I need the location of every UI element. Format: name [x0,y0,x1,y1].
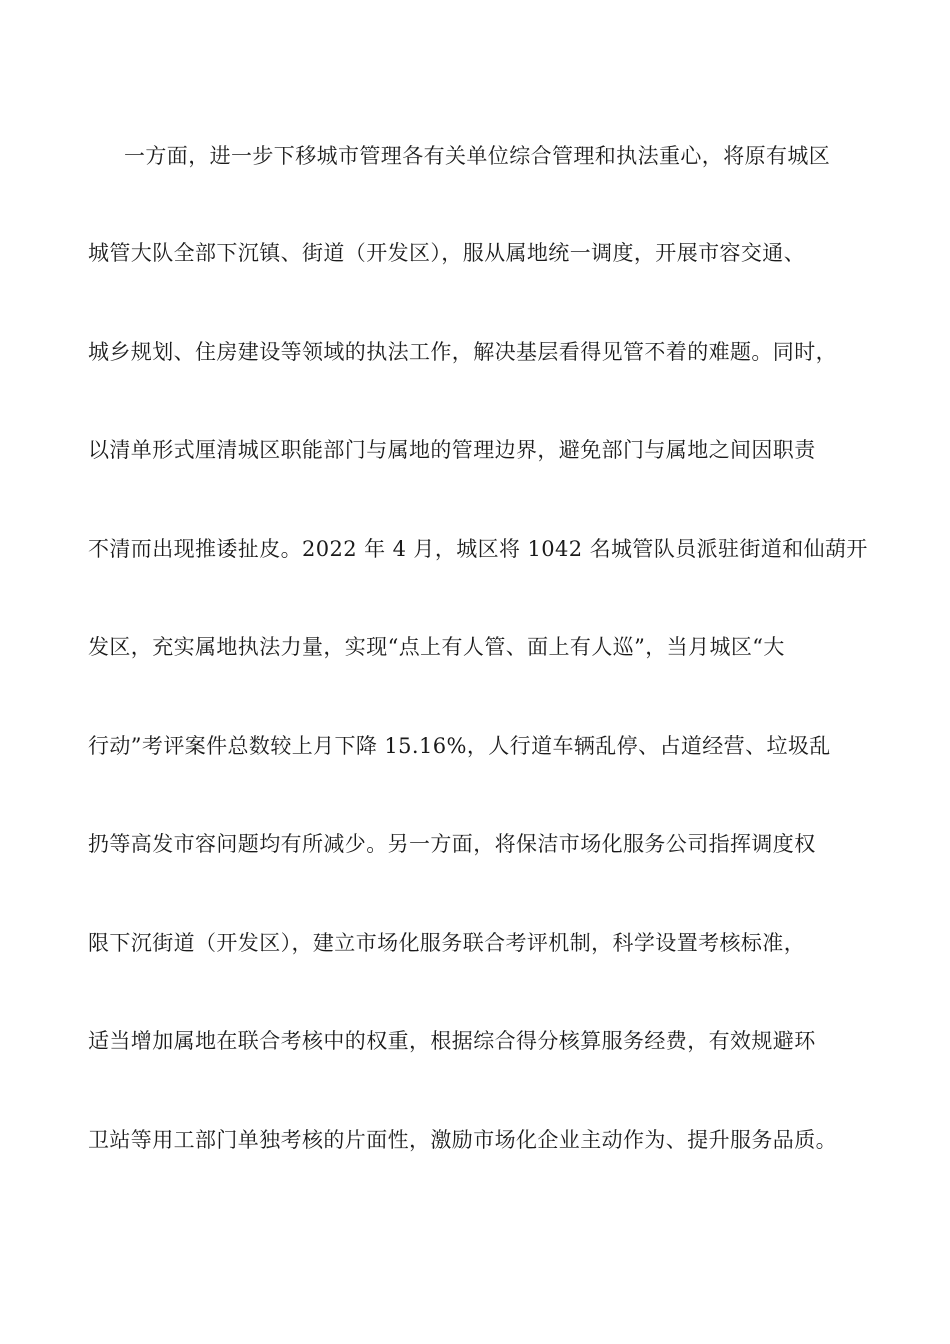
paragraph-line-2: 城管大队全部下沉镇、街道（开发区），服从属地统一调度，开展市容交通、 [88,241,806,265]
paragraph-line-1: 一方面，进一步下移城市管理各有关单位综合管理和执法重心，将原有城区 [124,144,831,168]
paragraph-line-3: 城乡规划、住房建设等领域的执法工作，解决基层看得见管不着的难题。同时， [88,340,837,364]
paragraph-line-4: 以清单形式厘清城区职能部门与属地的管理边界，避免部门与属地之间因职责 [88,438,816,462]
paragraph-line-10: 适当增加属地在联合考核中的权重，根据综合得分核算服务经费，有效规避环 [88,1029,816,1053]
paragraph-line-5: 不清而出现推诿扯皮。2022 年 4 月，城区将 1042 名城管队员派驻街道和仙葫开 [88,537,868,561]
paragraph-line-7: 行动”考评案件总数较上月下降 15.16%，人行道车辆乱停、占道经营、垃圾乱 [88,734,831,758]
paragraph-line-11: 卫站等用工部门单独考核的片面性，激励市场化企业主动作为、提升服务品质。 [88,1128,837,1152]
paragraph-line-6: 发区，充实属地执法力量，实现“点上有人管、面上有人巡”，当月城区“大 [88,635,785,659]
paragraph-line-8: 扔等高发市容问题均有所减少。另一方面，将保洁市场化服务公司指挥调度权 [88,832,816,856]
paragraph-line-9: 限下沉街道（开发区），建立市场化服务联合考评机制，科学设置考核标准， [88,931,806,955]
